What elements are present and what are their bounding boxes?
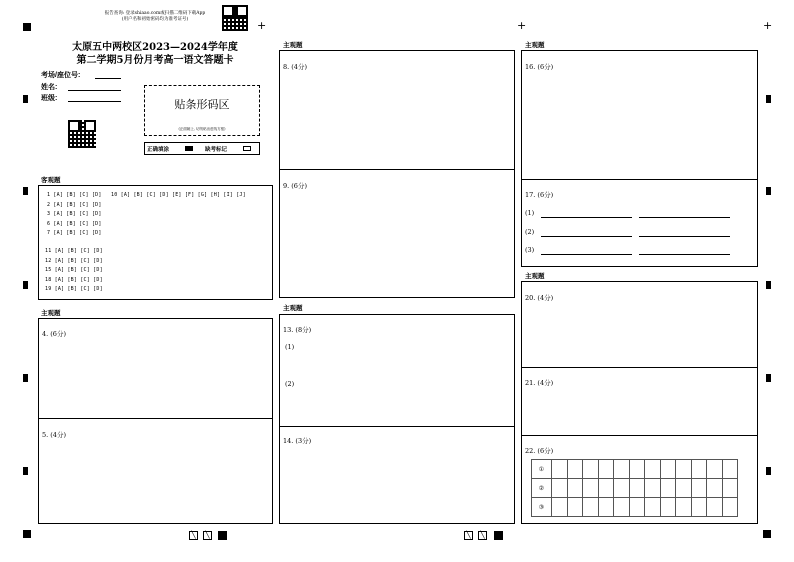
answer-grid-q22[interactable] — [531, 459, 738, 517]
answer-area-q8[interactable] — [280, 73, 514, 168]
side-timing-mark — [23, 95, 28, 103]
seat-label: 考场/座位号: — [41, 72, 81, 79]
choice-row[interactable]: 15 [A] [B] [C] [D] — [45, 267, 103, 273]
choice-row[interactable]: 12 [A] [B] [C] [D] — [45, 258, 103, 264]
page-title-line-2: 第二学期5月份月考高一语文答题卡 — [76, 55, 234, 66]
objective-section-title: 客观题 — [41, 177, 61, 184]
barcode-title: 贴条形码区 — [174, 98, 230, 111]
grid-row-label: ② — [532, 479, 552, 498]
answer-area-q13[interactable] — [280, 336, 514, 425]
subjective-section-title: 主观题 — [41, 310, 61, 317]
answer-area-q9[interactable] — [280, 192, 514, 297]
side-timing-mark — [23, 187, 28, 195]
answer-line-17-1b[interactable] — [639, 217, 730, 218]
question-17-part-2: (2) — [525, 228, 535, 236]
question-17-part-1: (1) — [525, 209, 535, 217]
page-mark-slash: ╲ — [478, 531, 487, 540]
answer-area-q14[interactable] — [280, 447, 514, 523]
answer-area-q16[interactable] — [522, 73, 757, 178]
side-timing-mark — [23, 467, 28, 475]
question-13-part-2: (2) — [285, 380, 295, 388]
correct-fill-label: 正确填涂 — [147, 147, 170, 153]
choice-row-10[interactable]: 10 [A] [B] [C] [D] [E] [F] [G] [H] [I] [J] — [111, 192, 246, 198]
answer-line-17-2b[interactable] — [639, 236, 730, 237]
divider — [521, 367, 758, 368]
side-timing-mark — [23, 281, 28, 289]
absent-mark-label: 缺考标记 — [205, 147, 228, 153]
side-timing-mark — [23, 374, 28, 382]
qr-code — [68, 120, 96, 148]
corner-mark-bottom-right — [763, 530, 771, 538]
grid-row[interactable] — [532, 498, 738, 517]
divider — [279, 169, 515, 170]
crosshair-mark: + — [257, 19, 267, 32]
class-field[interactable] — [68, 101, 121, 102]
answer-line-17-3b[interactable] — [639, 254, 730, 255]
corner-mark-bottom-left — [23, 530, 31, 538]
choice-row[interactable]: 18 [A] [B] [C] [D] — [45, 277, 103, 283]
choice-row[interactable]: 7 [A] [B] [C] [D] — [47, 230, 102, 236]
question-17-part-3: (3) — [525, 246, 535, 254]
side-timing-mark — [766, 281, 771, 289]
choice-row[interactable]: 19 [A] [B] [C] [D] — [45, 286, 103, 292]
corner-mark-top-left — [23, 23, 31, 31]
page-mark-fill — [494, 531, 503, 540]
page-mark-slash: ╲ — [203, 531, 212, 540]
side-timing-mark — [766, 467, 771, 475]
notice-line-1: 报告查询: 登录shiaao.com或扫描二维码下载App — [104, 11, 206, 16]
barcode-area — [144, 85, 260, 136]
side-timing-mark — [766, 95, 771, 103]
grid-row[interactable] — [532, 460, 738, 479]
answer-area-q20[interactable] — [522, 304, 757, 366]
absent-mark-checkbox[interactable] — [243, 146, 251, 151]
objective-answer-box — [38, 185, 273, 300]
fill-legend — [144, 142, 260, 155]
question-17-label: 17. (6分) — [525, 191, 554, 199]
choice-row[interactable]: 6 [A] [B] [C] [D] — [47, 221, 102, 227]
divider — [38, 418, 273, 419]
grid-row-label: ③ — [532, 498, 552, 517]
question-8-label: 8. (4分) — [283, 63, 307, 71]
answer-line-17-1a[interactable] — [541, 217, 632, 218]
subjective-section-title: 主观题 — [525, 42, 545, 49]
question-5-label: 5. (4分) — [42, 431, 66, 439]
answer-line-17-3a[interactable] — [541, 254, 632, 255]
answer-area-q4[interactable] — [39, 340, 272, 417]
divider — [521, 435, 758, 436]
subjective-section-title: 主观题 — [283, 305, 303, 312]
grid-row-label: ① — [532, 460, 552, 479]
answer-area-q21[interactable] — [522, 389, 757, 434]
name-label: 姓名: — [41, 84, 58, 91]
divider — [279, 426, 515, 427]
question-13-part-1: (1) — [285, 343, 295, 351]
barcode-hint: (正面朝上, 切勿贴出虚线方框) — [178, 127, 226, 131]
side-timing-mark — [766, 187, 771, 195]
notice-line-2: (用户名和初始密码均为准考证号) — [121, 17, 189, 22]
choice-row[interactable]: 11 [A] [B] [C] [D] — [45, 248, 103, 254]
class-label: 班级: — [41, 95, 58, 102]
name-field[interactable] — [68, 90, 121, 91]
choice-row[interactable]: 1 [A] [B] [C] [D] — [47, 192, 102, 198]
question-14-label: 14. (3分) — [283, 437, 312, 445]
choice-row[interactable]: 3 [A] [B] [C] [D] — [47, 211, 102, 217]
answer-area-q5[interactable] — [39, 441, 272, 523]
grid-row[interactable] — [532, 479, 738, 498]
subjective-section-title: 主观题 — [525, 273, 545, 280]
question-21-label: 21. (4分) — [525, 379, 554, 387]
question-13-label: 13. (8分) — [283, 326, 312, 334]
page-title-line-1: 太原五中两校区2023—2024学年度 — [72, 42, 238, 53]
qr-code — [222, 5, 248, 31]
correct-fill-sample — [185, 146, 193, 151]
question-4-label: 4. (6分) — [42, 330, 66, 338]
crosshair-mark: + — [763, 19, 773, 32]
side-timing-mark — [766, 374, 771, 382]
divider — [521, 179, 758, 180]
page-mark-slash: ╲ — [464, 531, 473, 540]
answer-line-17-2a[interactable] — [541, 236, 632, 237]
question-22-label: 22. (6分) — [525, 447, 554, 455]
question-9-label: 9. (6分) — [283, 182, 307, 190]
crosshair-mark: + — [517, 19, 527, 32]
page-mark-slash: ╲ — [189, 531, 198, 540]
choice-row[interactable]: 2 [A] [B] [C] [D] — [47, 202, 102, 208]
subjective-section-title: 主观题 — [283, 42, 303, 49]
question-16-label: 16. (6分) — [525, 63, 554, 71]
seat-field[interactable] — [95, 78, 121, 79]
question-20-label: 20. (4分) — [525, 294, 554, 302]
page-mark-fill — [218, 531, 227, 540]
